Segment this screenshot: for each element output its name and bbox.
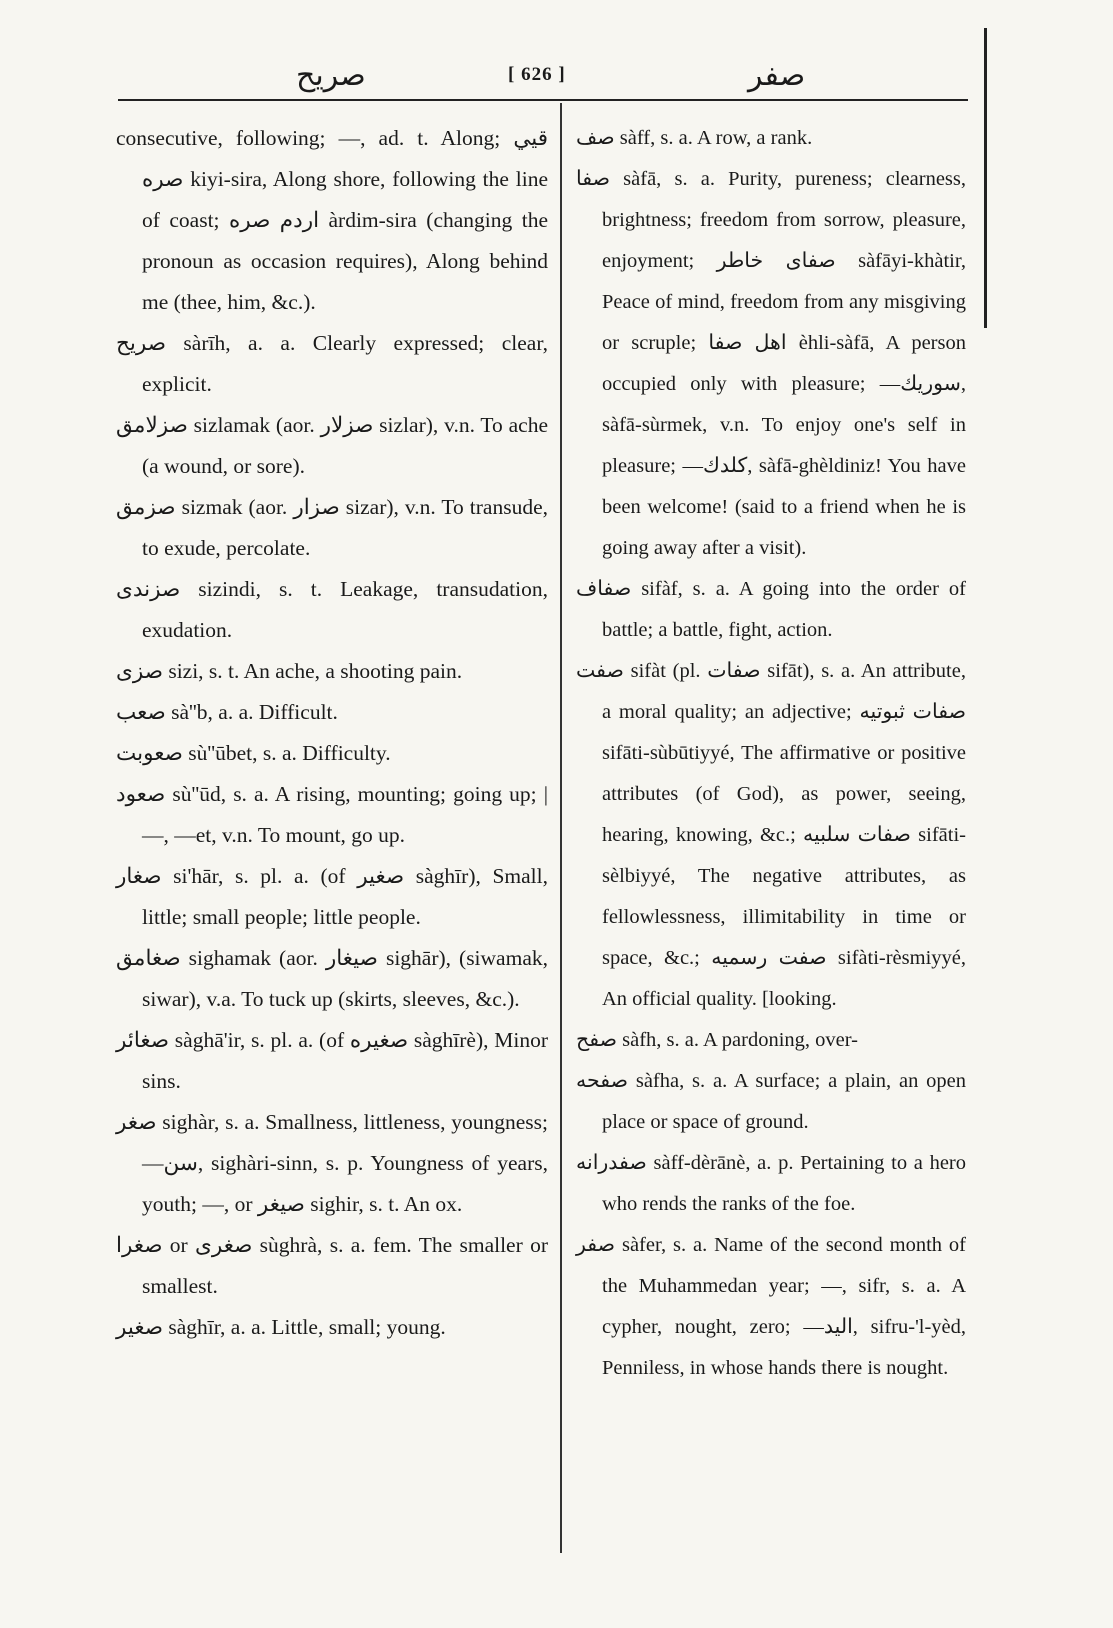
dictionary-entry: صعوبت sù''ūbet, s. a. Difficulty.: [116, 741, 391, 765]
dictionary-entry: صزندی sizindi, s. t. Leakage, transudation, exudation.: [116, 577, 548, 642]
dictionary-entry: صفا sàfā, s. a. Purity, pureness; clearness, brightness; freedom from sorrow, pleasure, enjoyment; صفای خاطر sàfāyi-khàtir, Peace of mind, freedom from any misgiving or scruple; اهل صفا èhli-sàfā, A person occupied only with pleasure; —سوريك, sàfā-sùrmek, v.n. To enjoy one's self in pleasure; —كلدك, sàfā-ghèldiniz! You have been welcome! (said to a friend when he is going away after a visit).: [576, 168, 966, 559]
dictionary-entry: صف sàff, s. a. A row, a rank.: [576, 127, 813, 149]
header-left-word: صريح: [296, 59, 366, 92]
dictionary-entry: صعود sù''ūd, s. a. A rising, mounting; going up; |—, —et, v.n. To mount, go up.: [116, 782, 548, 847]
column-divider: [560, 103, 562, 1553]
dictionary-entry: صغار si'hār, s. pl. a. (of صغير sàghīr), Small, little; small people; little people.: [116, 864, 548, 929]
dictionary-entry: صغامق sighamak (aor. صيغار sighār), (siwamak, siwar), v.a. To tuck up (skirts, sleeves, &c.).: [116, 946, 548, 1011]
dictionary-entry: صفح sàfh, s. a. A pardoning, over-: [576, 1029, 859, 1051]
dictionary-entry: صريح sàrīh, a. a. Clearly expressed; clear, explicit.: [116, 331, 548, 396]
dictionary-entry: صزلامق sizlamak (aor. صزلار sizlar), v.n. To ache (a wound, or sore).: [116, 413, 548, 478]
dictionary-entry: صغير sàghīr, a. a. Little, small; young.: [116, 1315, 446, 1339]
right-column: [576, 118, 966, 1389]
dictionary-entry: صغائر sàghā'ir, s. pl. a. (of صغيره sàghīrè), Minor sins.: [116, 1028, 548, 1093]
dictionary-entry: صزی sizi, s. t. An ache, a shooting pain.: [116, 659, 463, 683]
header-right-word: صفر: [748, 59, 806, 92]
dictionary-entry: صغرا or صغری sùghrà, s. a. fem. The smaller or smallest.: [116, 1233, 548, 1298]
dictionary-entry: صفدرانه sàff-dèrānè, a. p. Pertaining to a hero who rends the ranks of the foe.: [576, 1152, 966, 1215]
dictionary-entry: صفحه sàfha, s. a. A surface; a plain, an open place or space of ground.: [576, 1070, 966, 1133]
page-number: [ 626 ]: [508, 64, 566, 85]
dictionary-entry: صفاف sifàf, s. a. A going into the order of battle; a battle, fight, action.: [576, 578, 966, 641]
header-rule: [118, 99, 968, 101]
page-header: [118, 58, 968, 102]
dictionary-entry: صعب sà''b, a. a. Difficult.: [116, 700, 338, 724]
dictionary-entry: صفت sifàt (pl. صفات sifāt), s. a. An attribute, a moral quality; an adjective; صفات ثبوتيه sifāti-sùbūtiyyé, The affirmative or positive attributes (of God), as power, seeing, hearing, knowing, &c.; صفات سلبيه sifāti-sèlbiyyé, The negative attributes, as fellowlessness, illimitability in time or space, &c.; صفت رسميه sifàti-rèsmiyyé, An official quality. [looking.: [576, 660, 967, 1010]
dictionary-entry: consecutive, following; —, ad. t. Along; قيي صره kiyi-sira, Along shore, following the line of coast; اردم صره àrdim-sira (changing the pronoun as occasion requires), Along behind me (thee, him, &c.).: [116, 126, 548, 314]
dictionary-entry: صغر sighàr, s. a. Smallness, littleness, youngness; —سن, sighàri-sinn, s. p. Youngness of years, youth; —, or صيغر sighir, s. t. An ox.: [116, 1110, 548, 1216]
dictionary-entry: صفر sàfer, s. a. Name of the second month of the Muhammedan year; —, sifr, s. a. A cypher, nought, zero; —اليد, sifru-'l-yèd, Penniless, in whose hands there is nought.: [576, 1234, 967, 1379]
margin-line: [984, 28, 987, 328]
dictionary-entry: صزمق sizmak (aor. صزار sizar), v.n. To transude, to exude, percolate.: [116, 495, 549, 560]
left-column: [116, 118, 548, 1348]
